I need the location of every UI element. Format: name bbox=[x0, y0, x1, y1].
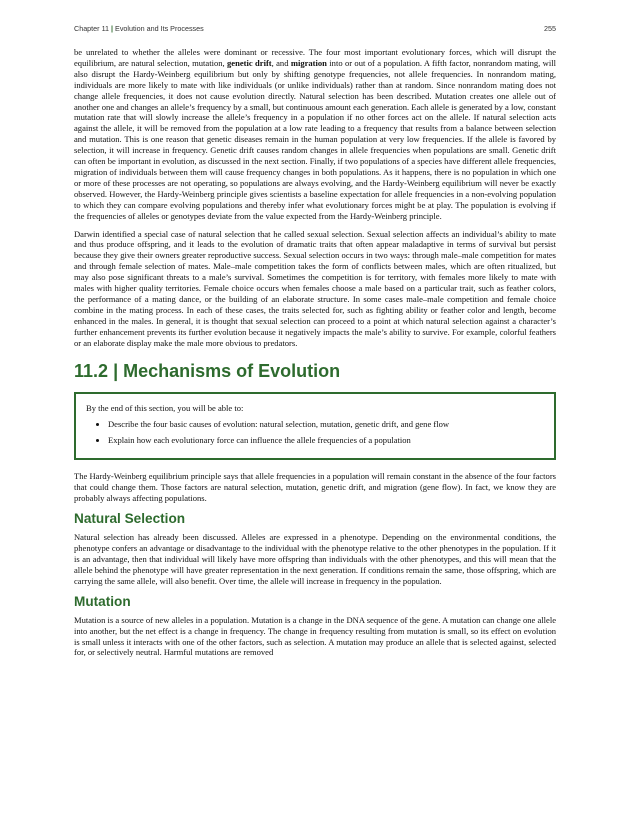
page-number: 255 bbox=[544, 24, 556, 33]
term-migration: migration bbox=[290, 57, 327, 68]
objective-item: • Describe the four basic causes of evolution: natural selection, mutation, genetic drift, and gene flow bbox=[108, 419, 544, 430]
chapter-label: Chapter 11 | Evolution and Its Processes bbox=[74, 24, 204, 33]
paragraph-evolutionary-forces: be unrelated to whether the alleles were dominant or recessive. The four most important evolutionary forces, which will disrupt the equilibrium, are natural selection, mutation, genetic drift, and migration into or out of a population. A fifth factor, nonrandom mating, will also disrupt the Hardy-Weinberg equilibrium but only by shifting genotype frequencies, not allele frequencies. In nonrandom mating, individuals are more likely to mate with like individuals (or unlike individuals) rather than at random. Since nonrandom mating does not change allele frequencies, it does not cause evolution directly. Natural selection has been described. Mutation creates one allele out of another one and changes an allele’s frequency by a small, but continuous amount each generation. Each allele is generated by a low, constant mutation rate that will slowly increase the allele’s frequency in a population if no other forces act on the allele. If natural selection acts against the allele, it will be removed from the population at a low rate leading to a frequency that results from a balance between selection and mutation. This is one reason that genetic diseases remain in the human population at very low frequencies. If the allele is favored by selection, it will increase in frequency. Genetic drift causes random changes in allele frequencies when populations are small. Genetic drift can often be important in evolution, as discussed in the next section. Finally, if two populations of a species have different allele frequencies, migration of individuals between them will cause frequency changes in both populations. As it happens, there is no population in which one or more of these processes are not operating, so populations are always evolving, and the Hardy-Weinberg equilibrium will never be exactly observed. However, the Hardy-Weinberg principle gives scientists a baseline expectation for allele frequencies in a non-evolving population to which they can compare evolving populations and thereby infer what evolutionary forces might be at play. The population is evolving if the frequencies of alleles or genotypes deviate from the value expected from the Hardy-Weinberg principle. bbox=[74, 47, 556, 221]
header-separator: | bbox=[111, 24, 114, 33]
paragraph-natural-selection: Natural selection has already been discussed. Alleles are expressed in a phenotype. Depending on the environmental conditions, the phenotype confers an advantage or disadvantage to the individual with the phenotype relative to the other phenotypes in the population. If it is an advantage, then that individual will likely have more offspring than individuals with the other phenotypes, and this will mean that the allele behind the phenotype will have greater representation in the next generation. If conditions remain the same, those offspring, which are carrying the same allele, will also benefit. Over time, the allele will increase in frequency in the population. bbox=[74, 532, 556, 586]
section-heading: 11.2 | Mechanisms of Evolution bbox=[74, 361, 341, 382]
learning-objectives-box bbox=[74, 392, 556, 460]
term-genetic-drift: genetic drift bbox=[227, 57, 272, 68]
subsection-heading-natural-selection: Natural Selection bbox=[74, 511, 186, 527]
paragraph-mutation: Mutation is a source of new alleles in a population. Mutation is a change in the DNA sequence of the gene. A mutation can change one allele into another, but the net effect is a change in frequency. The change in frequency resulting from mutation is small, so its effect on evolution is small unless it interacts with one of the other factors, such as selection. A mutation may produce an allele that is selected against, selected for, or selectively neutral. Harmful mutations are removed bbox=[74, 614, 556, 658]
objectives-list bbox=[86, 419, 544, 446]
objectives-lead: By the end of this section, you will be able to: bbox=[86, 403, 244, 414]
running-header bbox=[74, 24, 556, 33]
chapter-title: Evolution and Its Processes bbox=[115, 24, 204, 33]
paragraph-sexual-selection: Darwin identified a special case of natural selection that he called sexual selection. Sexual selection affects an individual’s ability to mate and thus produce offspring, and it leads to the evolution of dramatic traits that often appear maladaptive in terms of survival but persist because they give their owners greater reproductive success. Sexual selection occurs in two ways: through male–male competition for mates and through female selection of mates. Male–male competition takes the form of conflicts between males, which are often ritualized, but may also pose significant threats to a male’s survival. Sometimes the competition is for territory, with females more likely to mate with males with higher quality territories. Female choice occurs when females choose a male based on a particular trait, such as feather colors, the performance of a mating dance, or the building of an elaborate structure. In some cases male–male competition and female choice combine in the mating process. In each of these cases, the traits selected for, such as fighting ability or feather color and length, become enhanced in the males. In general, it is thought that sexual selection can proceed to a point at which natural selection against a character’s further enhancement prevents its further evolution because it negatively impacts the male’s ability to survive. For example, colorful feathers or an elaborate display make the male more obvious to predators. bbox=[74, 228, 556, 348]
objective-item: • Explain how each evolutionary force can influence the allele frequencies of a population bbox=[108, 435, 544, 446]
paragraph-hardy-weinberg: The Hardy-Weinberg equilibrium principle says that allele frequencies in a population will remain constant in the absence of the four factors that could change them. Those factors are natural selection, mutation, genetic drift, and migration (gene flow). In fact, we know they are probably always affecting populations. bbox=[74, 471, 556, 504]
subsection-heading-mutation: Mutation bbox=[74, 593, 131, 609]
